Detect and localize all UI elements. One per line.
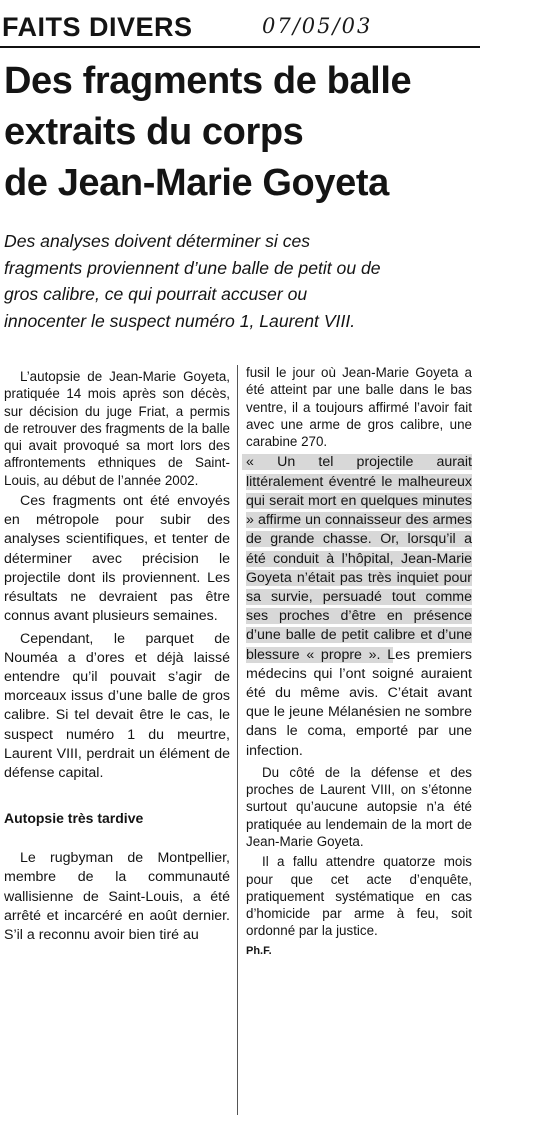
header-rule [0,46,480,48]
paragraph: Du côté de la défense et des proches de Laurent VIII, on s’étonne surtout qu’aucune autopsie n’a été pratiquée au lendemain de la mort de Jean-Marie Goyeta. [246,764,472,849]
standfirst-line: gros calibre, ce qui pourrait accuser ou [4,284,308,304]
subheading: Autopsie très tardive [4,810,144,827]
paragraph-continuation: Les premiers médecins qui l’ont soigné auraient été du même avis. C’était avant que le jeune Mélanésien ne sombre dans le coma, emporté par une infection. [246,646,472,759]
paragraph: Il a fallu attendre quatorze mois pour que cet acte d’enquête, pratiquement systématique en cas d’homicide par arme à feu, soit ordonné par la justice. [246,854,472,939]
paragraph: Cependant, le parquet de Nouméa a d’ores et déjà laissé entendre qu’il pouvait s’agir de morceaux issus d’une balle de gros calibre. Si tel devait être le cas, le suspect numéro 1 du meurtre, Laurent VIII, perdrait un élément de défense capital. [4,630,230,781]
headline-line: de Jean-Marie Goyeta [4,162,389,204]
headline [4,56,476,209]
top-edge-scribble [300,0,480,4]
section-rubric: FAITS DIVERS [2,12,193,42]
standfirst [4,228,476,334]
paragraph: Ces fragments ont été envoyés en métropole pour subir des analyses scientifiques, et tenter de déterminer avec précision le projectile dont ils proviennent. Les résultats ne devraient pas être connus avant plusieurs semaines. [4,493,230,625]
standfirst-line: Des analyses doivent déterminer si ces [4,231,311,251]
handwritten-date: 07/05/03 [262,14,373,38]
column-divider [237,365,238,1115]
highlighted-quote: « Un tel projectile aurait littéralement éventré le malheureux qui serait mort en quelques minutes » affirme un connaisseur des armes de grande chasse. Or, lorsqu’il a été conduit à l’hôpital, Jean-Marie Goyeta n’était pas très inquiet pour sa survie, persuadé tout comme ses proches d’être en présence d’une balle de petit calibre et d’une blessure « propre ». [242,454,472,662]
headline-line: extraits du corps [4,111,304,153]
article-column-left [4,368,230,948]
paragraph [246,453,472,760]
paragraph: Le rugbyman de Montpellier, membre de la communauté wallisienne de Saint-Louis, a été arrêté et incarcéré en août dernier. S’il a reconnu avoir bien tiré au [4,850,230,943]
paragraph: L’autopsie de Jean-Marie Goyeta, pratiquée 14 mois après son décès, sur décision du juge Friat, a permis de retrouver des fragments de la balle qui avait provoqué sa mort lors des affrontements ethniques de Saint-Louis, au début de l’année 2002. [4,369,230,488]
standfirst-line: innocenter le suspect numéro 1, Laurent VIII. [4,310,356,331]
standfirst-line: fragments proviennent d’une balle de petit ou de [4,257,381,278]
article-column-right [246,364,472,960]
headline-line: Des fragments de balle [4,60,412,102]
paragraph: fusil le jour où Jean-Marie Goyeta a été atteint par une balle dans le bas ventre, il a toujours affirmé l’avoir fait avec une arme de gros calibre, une carabine 270. [246,365,472,450]
author-signature: Ph.F. [246,944,272,957]
